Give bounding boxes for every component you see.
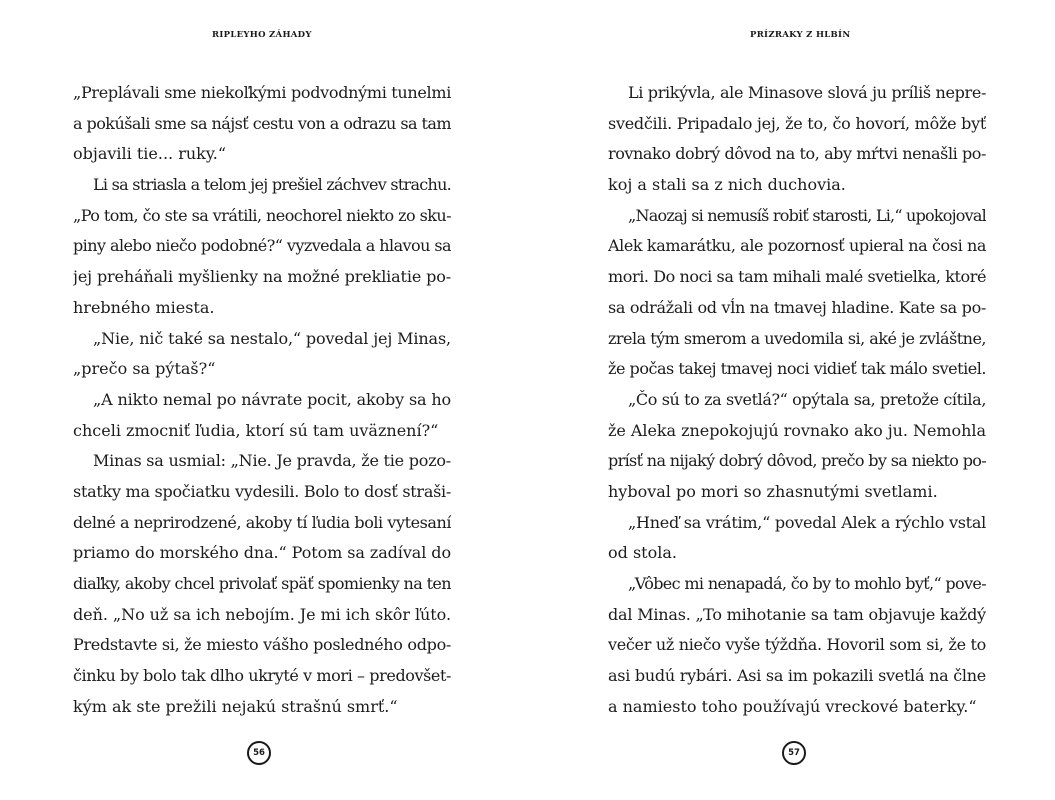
text-line: chceli zmocniť ľudia, ktorí sú tam uväznení?“ (73, 420, 439, 440)
text-line: diaľky, akoby chcel privolať späť spomienky na ten (73, 574, 451, 593)
text-line: a namiesto toho používajú vreckové baterky.“ (608, 696, 977, 716)
text-line: koj a stali sa z nich duchovia. (608, 175, 846, 195)
text-line: „Naozaj si nemusíš robiť starosti, Li,“ upokojoval (628, 205, 986, 225)
text-line: hrebného miesta. (73, 297, 215, 317)
text-line: Alek kamarátku, ale pozornosť upieral na čosi na (608, 236, 986, 256)
page-number-right: 57 (782, 741, 806, 765)
body-text-left (73, 78, 451, 722)
text-line: Li prikývla, ale Minasove slová ju príliš nepre- (628, 83, 986, 102)
text-line: piny alebo niečo podobné?“ vyzvedala a hlavou sa (73, 236, 451, 256)
text-line: prísť na nijaký dobrý dôvod, prečo by sa niekto po- (608, 451, 986, 471)
text-line: statky ma spočiatku vydesili. Bolo to dosť straši- (73, 481, 451, 501)
text-line: hyboval po mori so zhasnutými svetlami. (608, 481, 938, 501)
text-line: „prečo sa pýtaš?“ (73, 359, 216, 379)
text-line: rovnako dobrý dôvod na to, aby mŕtvi nenašli po- (608, 144, 986, 164)
text-line: „Čo sú to za svetlá?“ opýtala sa, pretože cítila, (628, 389, 986, 409)
text-line: že Aleka znepokojujú rovnako ako ju. Nemohla (608, 420, 986, 440)
left-page (0, 0, 527, 800)
text-line: svedčili. Pripadalo jej, že to, čo hovorí, môže byť (608, 113, 986, 133)
text-line: od stola. (608, 543, 677, 563)
text-line: zrela tým smerom a uvedomila si, aké je zvláštne, (608, 328, 986, 348)
body-text-right (608, 78, 986, 722)
text-line: „Hneď sa vrátim,“ povedal Alek a rýchlo vstal (628, 512, 986, 532)
text-line: „Preplávali sme niekoľkými podvodnými tunelmi (73, 83, 451, 102)
text-line: Minas sa usmial: „Nie. Je pravda, že tie pozo- (93, 451, 451, 471)
text-line: jej preháňali myšlienky na možné prekliatie po- (73, 267, 451, 287)
text-line: Li sa striasla a telom jej prešiel záchvev strachu. (93, 175, 451, 195)
text-line: mori. Do noci sa tam mihali malé svetielka, ktoré (608, 267, 986, 287)
text-line: „Nie, nič také sa nestalo,“ povedal jej Minas, (93, 328, 451, 348)
right-page (528, 0, 1055, 800)
text-line: „A nikto nemal po návrate pocit, akoby sa ho (93, 389, 451, 409)
page-number-left: 56 (247, 741, 271, 765)
text-line: „Po tom, čo ste sa vrátili, neochorel niekto zo sku- (73, 205, 451, 225)
text-line: delné a neprirodzené, akoby tí ľudia boli vytesaní (73, 512, 451, 532)
running-head-left: RIPLEYHO ZÁHADY (212, 30, 312, 40)
text-line: večer už niečo vyše týždňa. Hovoril som si, že to (608, 635, 986, 655)
text-line: kým ak ste prežili nejakú strašnú smrť.“ (73, 696, 398, 716)
text-line: asi budú rybári. Asi sa im pokazili svetlá na člne (608, 666, 986, 686)
text-line: dal Minas. „To mihotanie sa tam objavuje každý (608, 604, 986, 624)
text-line: činku by bolo tak dlho ukryté v mori – predovšet- (73, 666, 451, 686)
text-line: sa odrážali od vĺn na tmavej hladine. Kate sa po- (608, 297, 986, 317)
text-line: priamo do morského dna.“ Potom sa zadíval do (73, 543, 451, 563)
running-head-right: PRÍZRAKY Z HLBÍN (750, 30, 851, 40)
text-line: deň. „No už sa ich nebojím. Je mi ich skôr ľúto. (73, 604, 451, 624)
text-line: „Vôbec mi nenapadá, čo by to mohlo byť,“ pove- (628, 574, 986, 593)
text-line: objavili tie... ruky.“ (73, 144, 227, 164)
text-line: že počas takej tmavej noci vidieť tak málo svetiel. (608, 359, 986, 379)
text-line: Predstavte si, že miesto vášho posledného odpo- (73, 635, 451, 655)
text-line: a pokúšali sme sa nájsť cestu von a odrazu sa tam (73, 113, 451, 133)
